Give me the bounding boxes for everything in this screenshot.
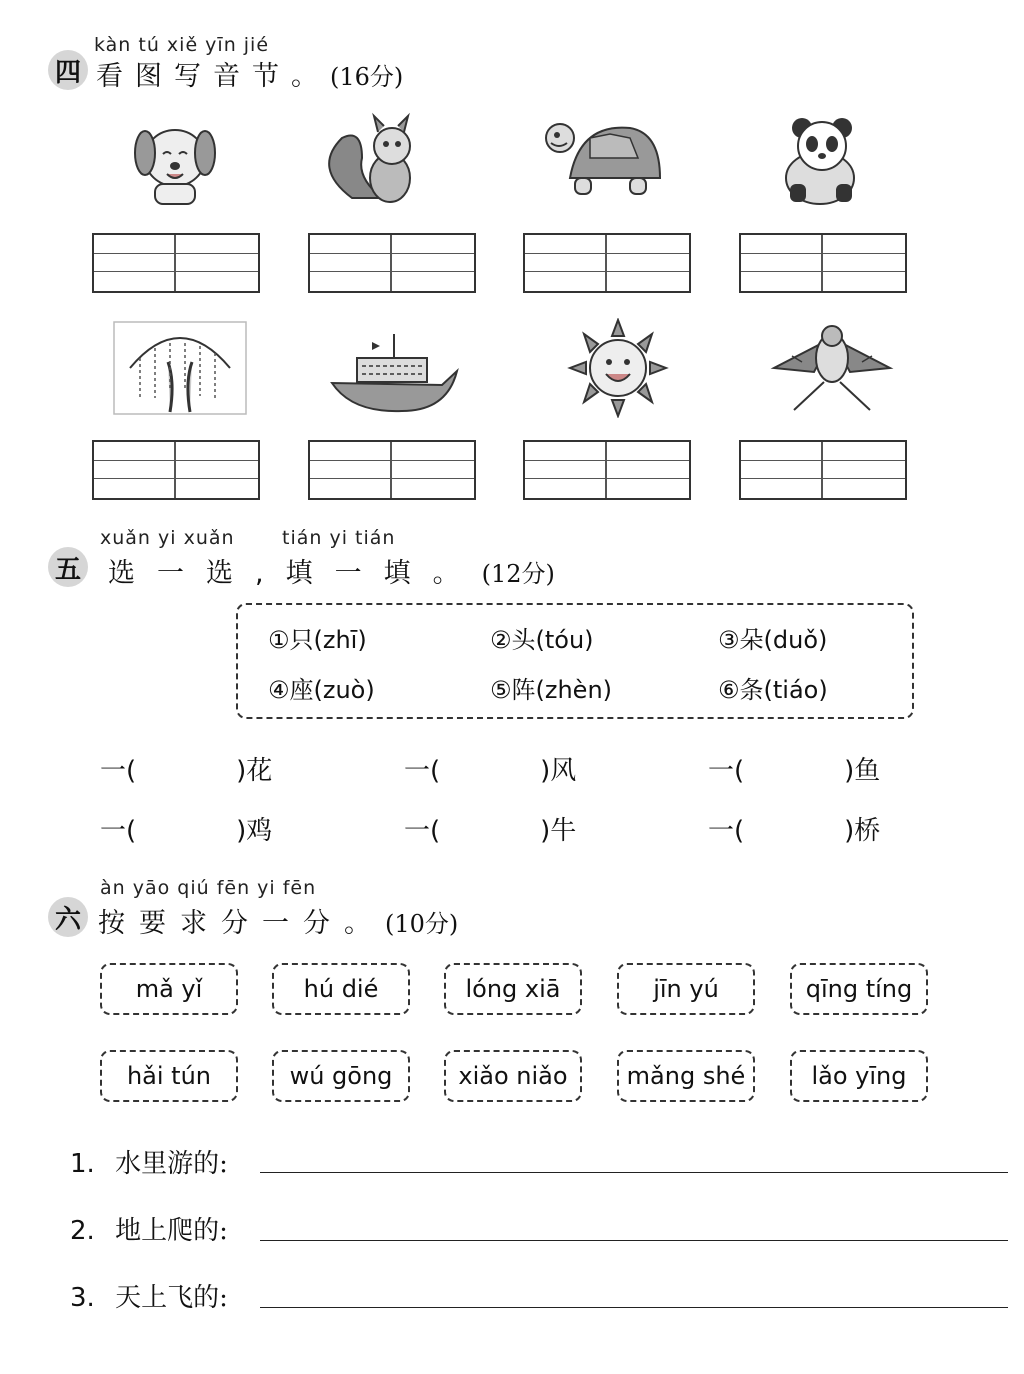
turtle-icon [535,108,675,208]
pinyin-grid[interactable] [308,440,476,500]
section5-pinyin-right: tián yi tián [282,527,396,549]
blank-prefix: 一( [404,816,441,846]
word-box[interactable]: mǎ yǐ [100,963,238,1015]
section4-number: 四 [48,50,88,90]
blank-suffix: )鸡 [236,816,273,846]
blank-item [100,750,272,787]
pinyin-grid[interactable] [739,233,907,293]
kite-icon [762,318,902,418]
section5-number: 五 [48,547,88,587]
pinyin-grid[interactable] [308,233,476,293]
question-text: 水里游的: [115,1149,228,1179]
blank-item [708,810,880,847]
pinyin-grid[interactable] [523,440,691,500]
section5-score: (12分) [481,560,555,588]
blank-prefix: 一( [100,816,137,846]
blank-suffix: )鱼 [844,756,881,786]
pinyin-grid[interactable] [739,440,907,500]
question-1 [70,1143,228,1180]
word-box[interactable]: qīng tíng [790,963,928,1015]
word-box[interactable]: xiǎo niǎo [444,1050,582,1102]
blank-item [100,810,272,847]
pinyin-grid[interactable] [92,233,260,293]
word-box[interactable]: jīn yú [617,963,755,1015]
sun-icon [548,318,688,418]
section4-title-text: 看图写音节。 [96,61,330,92]
question-number: 2. [70,1216,95,1246]
answer-line-3[interactable] [260,1307,1008,1308]
blank-item [404,750,576,787]
blank-prefix: 一( [708,756,745,786]
option-1: ①只(zhī) [268,626,367,654]
panda-icon [750,108,890,208]
squirrel-icon [312,108,452,208]
question-text: 天上飞的: [115,1283,228,1313]
question-number: 3. [70,1283,95,1313]
blank-prefix: 一( [708,816,745,846]
word-box[interactable]: wú gōng [272,1050,410,1102]
section6-title-text: 按要求分一分。 [98,908,385,939]
section5-title [108,551,555,590]
pinyin-grid[interactable] [523,233,691,293]
willow-tree-icon [110,318,250,418]
question-text: 地上爬的: [115,1216,228,1246]
word-box[interactable]: lǎo yīng [790,1050,928,1102]
question-number: 1. [70,1149,95,1179]
question-2 [70,1210,228,1247]
blank-item [404,810,576,847]
word-box[interactable]: hǎi tún [100,1050,238,1102]
answer-line-2[interactable] [260,1240,1008,1241]
section6-title [98,901,458,940]
blank-prefix: 一( [404,756,441,786]
boat-icon [322,328,462,428]
blank-suffix: )桥 [844,816,881,846]
section4-pinyin: kàn tú xiě yīn jié [94,34,270,56]
option-4: ④座(zuò) [268,676,375,704]
section5-pinyin-left: xuǎn yi xuǎn [100,527,235,549]
question-3 [70,1277,228,1314]
option-2: ②头(tóu) [490,626,594,654]
section6-score: (10分) [385,910,459,938]
blank-prefix: 一( [100,756,137,786]
option-6: ⑥条(tiáo) [718,676,828,704]
section6-pinyin: àn yāo qiú fēn yi fēn [100,877,317,899]
option-3: ③朵(duǒ) [718,626,828,654]
section4-score: (16分) [330,63,404,91]
word-box[interactable]: hú dié [272,963,410,1015]
blank-item [708,750,880,787]
blank-suffix: )牛 [540,816,577,846]
section4-title [96,54,403,93]
pinyin-grid[interactable] [92,440,260,500]
answer-line-1[interactable] [260,1172,1008,1173]
puppy-icon [105,108,245,208]
blank-suffix: )花 [236,756,273,786]
word-box[interactable]: mǎng shé [617,1050,755,1102]
section6-number: 六 [48,897,88,937]
blank-suffix: )风 [540,756,577,786]
option-5: ⑤阵(zhèn) [490,676,613,704]
word-box[interactable]: lóng xiā [444,963,582,1015]
section5-title-text: 选一选,填一填。 [108,558,482,589]
